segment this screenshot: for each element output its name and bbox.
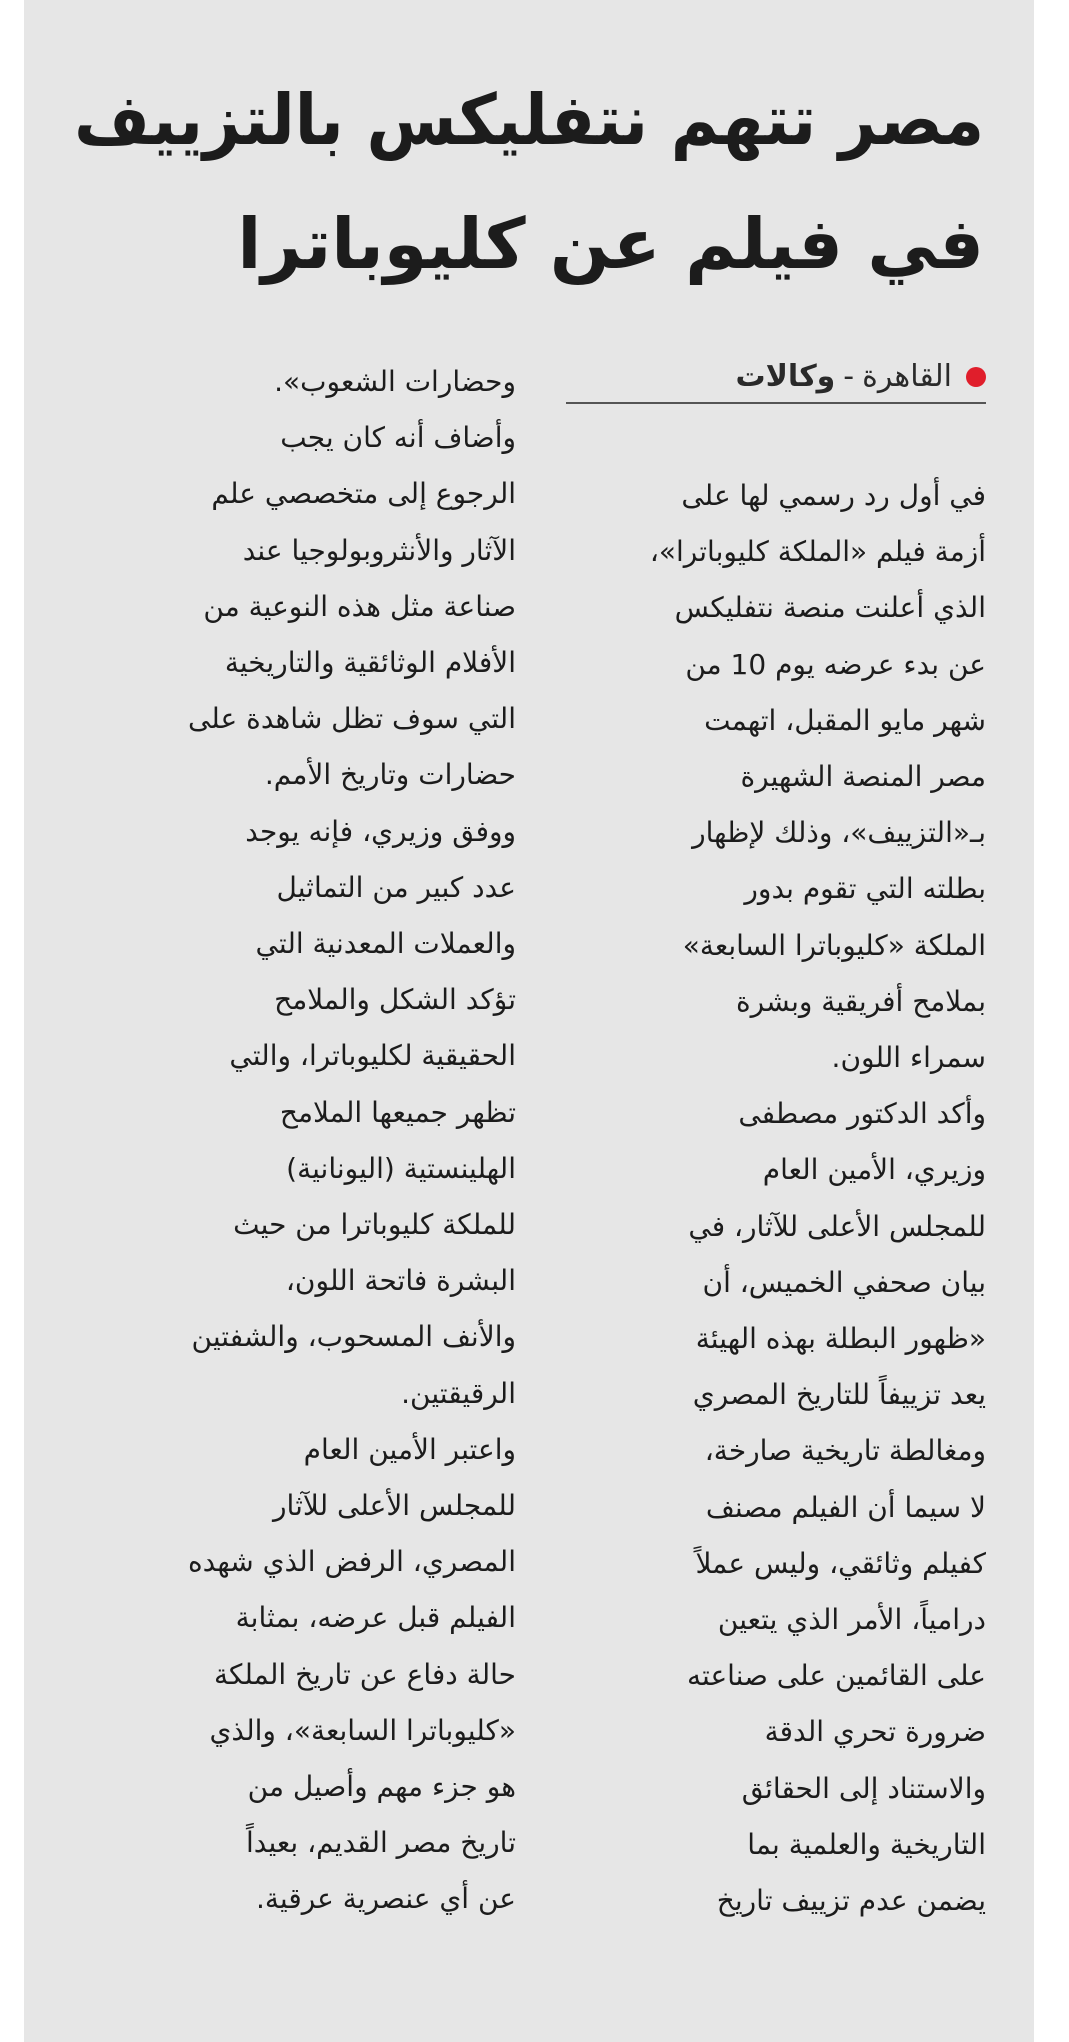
article-text-line: الهلينستية (اليونانية) — [286, 1151, 516, 1185]
article-text-line: بيان صحفي الخميس، أن — [702, 1265, 986, 1299]
article-text-line: حضارات وتاريخ الأمم. — [264, 758, 516, 792]
article-text-line: تظهر جميعها الملامح — [279, 1095, 516, 1129]
article-text-line: الرقيقتين. — [401, 1376, 516, 1410]
article-text-line: ضرورة تحري الدقة — [764, 1715, 986, 1749]
article-text-line: بطلته التي تقوم بدور — [744, 872, 986, 906]
byline-agency: وكالات — [735, 359, 836, 394]
article-text-line: وأكد الدكتور مصطفى — [738, 1097, 986, 1131]
article-text-line: درامياً، الأمر الذي يتعين — [717, 1603, 986, 1637]
article-column-right — [566, 468, 986, 1929]
newspaper-article — [24, 0, 1034, 2042]
article-text-line: يضمن عدم تزييف تاريخ — [716, 1884, 986, 1918]
article-text-line: الفيلم قبل عرضه، بمثابة — [235, 1601, 516, 1635]
article-text-line: ووفق وزيري، فإنه يوجد — [245, 814, 516, 848]
article-column-left — [84, 354, 516, 1928]
article-text-line: لا سيما أن الفيلم مصنف — [705, 1490, 986, 1524]
article-text-line: وزيري، الأمين العام — [762, 1153, 986, 1187]
article-text-line: عن أي عنصرية عرقية. — [255, 1882, 516, 1916]
article-text-line: للمجلس الأعلى للآثار، في — [688, 1209, 986, 1243]
headline-line-1: مصر تتهم نتفليكس بالتزييف — [74, 79, 984, 161]
byline — [566, 352, 986, 404]
article-text-line: «ظهور البطلة بهذه الهيئة — [695, 1322, 986, 1356]
article-text-line: «كليوباترا السابعة»، والذي — [209, 1713, 516, 1747]
article-text-line: بـ«التزييف»، وذلك لإظهار — [692, 816, 986, 850]
article-text-line: التاريخية والعلمية بما — [747, 1827, 986, 1861]
article-text-line: تؤكد الشكل والملامح — [274, 983, 516, 1017]
article-headline — [74, 58, 984, 306]
article-text-line: في أول رد رسمي لها على — [681, 479, 986, 512]
byline-separator: - — [843, 359, 855, 394]
article-text-line: صناعة مثل هذه النوعية من — [203, 589, 516, 623]
article-text-line: الرجوع إلى متخصصي علم — [211, 477, 516, 511]
article-text-line: والاستناد إلى الحقائق — [741, 1771, 986, 1805]
article-text-line: مصر المنصة الشهيرة — [740, 760, 986, 794]
headline-line-2: في فيلم عن كليوباترا — [237, 203, 984, 285]
article-text-line: عن بدء عرضه يوم 10 من — [685, 647, 986, 681]
article-text-line: بملامح أفريقية وبشرة — [735, 984, 986, 1018]
article-text-line: البشرة فاتحة اللون، — [285, 1264, 516, 1298]
article-text-line: والأنف المسحوب، والشفتين — [191, 1320, 516, 1354]
article-text-line: سمراء اللون. — [831, 1041, 986, 1075]
article-text-line: تاريخ مصر القديم، بعيداً — [245, 1826, 516, 1860]
article-text-line: الآثار والأنثروبولوجيا عند — [242, 533, 516, 567]
article-text-line: المصري، الرفض الذي شهده — [188, 1545, 516, 1579]
article-text-line: حالة دفاع عن تاريخ الملكة — [213, 1657, 516, 1691]
article-text-line: شهر مايو المقبل، اتهمت — [704, 703, 986, 737]
article-text-line: الذي أعلنت منصة نتفليكس — [674, 591, 986, 625]
red-dot-icon — [966, 367, 986, 387]
byline-city: القاهرة — [862, 359, 952, 394]
article-text-line: على القائمين على صناعته — [686, 1659, 986, 1693]
article-text-line: وأضاف أنه كان يجب — [280, 421, 516, 455]
article-text-line: التي سوف تظل شاهدة على — [187, 702, 516, 736]
article-text-line: كفيلم وثائقي، وليس عملاً — [695, 1546, 986, 1580]
article-text-line: يعد تزييفاً للتاريخ المصري — [692, 1378, 986, 1412]
article-text-line: الأفلام الوثائقية والتاريخية — [224, 646, 516, 680]
article-text-line: وحضارات الشعوب». — [274, 365, 516, 398]
article-text-line: واعتبر الأمين العام — [303, 1432, 516, 1466]
article-text-line: عدد كبير من التماثيل — [276, 870, 516, 904]
article-text-line: أزمة فيلم «الملكة كليوباترا»، — [649, 535, 986, 569]
article-text-line: للملكة كليوباترا من حيث — [233, 1208, 516, 1242]
article-text-line: هو جزء مهم وأصيل من — [247, 1770, 516, 1804]
article-text-line: للمجلس الأعلى للآثار — [273, 1489, 516, 1523]
article-text-line: ومغالطة تاريخية صارخة، — [704, 1434, 986, 1468]
article-text-line: والعملات المعدنية التي — [255, 927, 516, 961]
article-text-line: الملكة «كليوباترا السابعة» — [682, 928, 986, 962]
article-text-line: الحقيقية لكليوباترا، والتي — [229, 1039, 516, 1073]
